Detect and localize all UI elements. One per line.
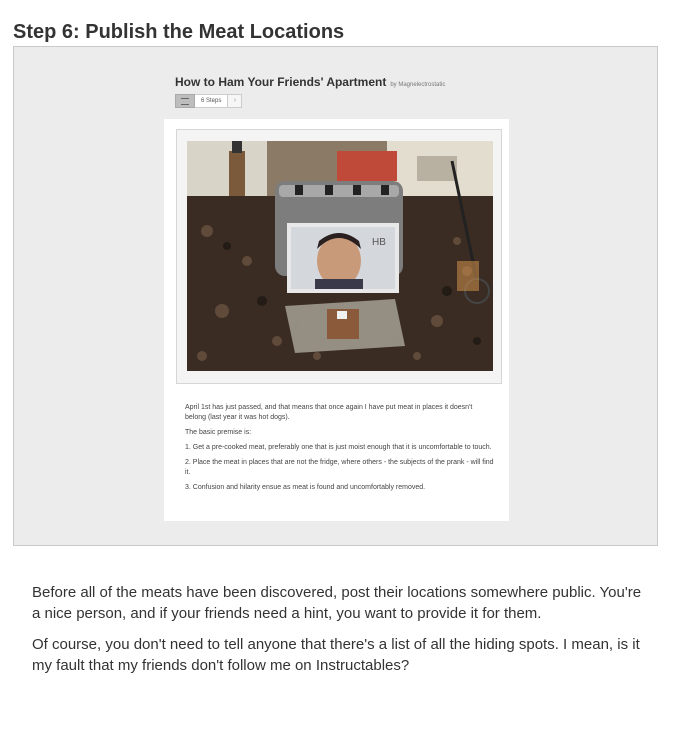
- embed-title[interactable]: [175, 75, 515, 89]
- embed-header: [175, 75, 515, 108]
- photo-sign-text: HB: [372, 237, 386, 248]
- embed-paragraph: 1. Get a pre-cooked meat, preferably one that is just moist enough that it is uncomfortable to touch.: [185, 444, 492, 451]
- next-step-button[interactable]: ›: [228, 94, 242, 108]
- embedded-screenshot: [13, 46, 658, 546]
- embed-card: [164, 119, 509, 521]
- embed-title-text[interactable]: How to Ham Your Friends' Apartment: [175, 75, 387, 89]
- embed-paragraph: The basic premise is:: [185, 429, 252, 436]
- toaster-photo[interactable]: [187, 141, 493, 371]
- body-paragraph: Before all of the meats have been discovered, post their locations somewhere public. You're a nice person, and if your friends need a hint, you want to provide it for them.: [32, 584, 642, 622]
- grid-view-button[interactable]: [175, 94, 195, 108]
- step-body: [32, 582, 642, 686]
- steps-bar: [175, 94, 515, 108]
- body-paragraph: Of course, you don't need to tell anyone that there's a list of all the hiding spots. I mean, is it my fault that my friends don't follow me on Instructables?: [32, 636, 640, 674]
- embed-paragraph: April 1st has just passed, and that means that once again I have put meat in places it doesn't belong (last year it was hot dogs).: [185, 404, 473, 421]
- embed-paragraph: 3. Confusion and hilarity ensue as meat is found and uncomfortably removed.: [185, 484, 426, 491]
- step-title: Step 6: Publish the Meat Locations: [13, 21, 345, 44]
- steps-count-label[interactable]: 6 Steps: [195, 94, 228, 108]
- grid-icon: [181, 98, 189, 105]
- embed-description: [185, 403, 495, 498]
- embed-byline[interactable]: by Magnelectrostatic: [390, 82, 446, 88]
- embed-paragraph: 2. Place the meat in places that are not the fridge, where others - the subjects of the prank - will find it.: [185, 459, 494, 476]
- photo-box: [176, 129, 502, 384]
